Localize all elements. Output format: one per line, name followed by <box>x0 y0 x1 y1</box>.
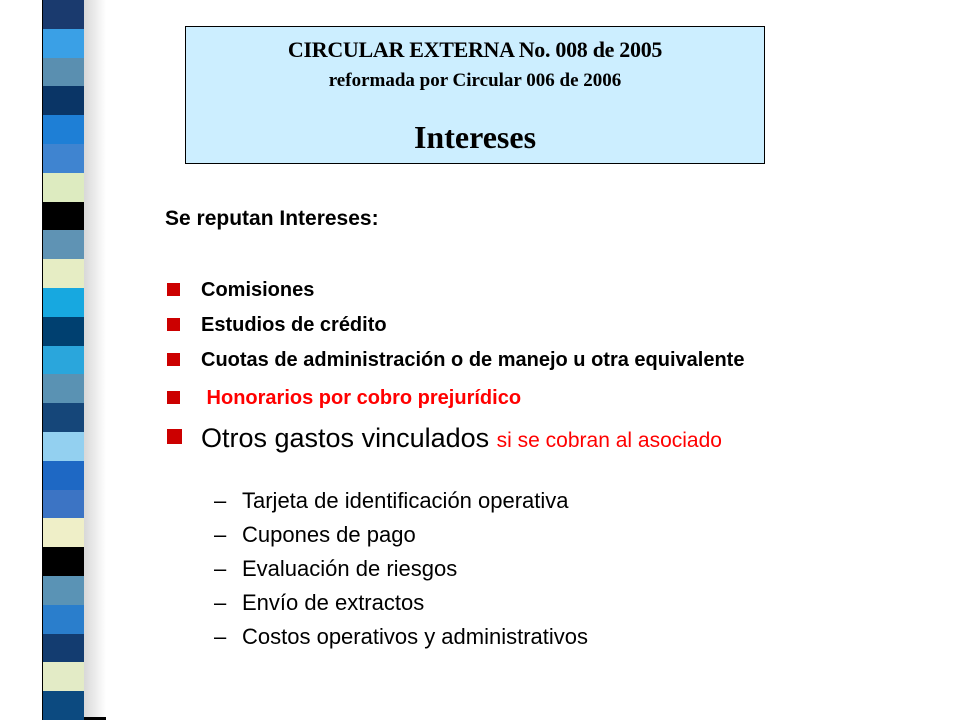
decorative-stripe <box>43 288 85 317</box>
square-bullet-icon <box>167 391 180 404</box>
sub-bullet-text: Costos operativos y administrativos <box>242 624 589 649</box>
decorative-stripe <box>43 374 85 403</box>
bullet-comisiones <box>165 278 895 302</box>
dash-marker: – <box>214 624 227 649</box>
decorative-stripe-bar <box>42 0 86 720</box>
square-bullet-icon <box>167 429 182 444</box>
decorative-stripe <box>43 29 85 58</box>
decorative-stripe <box>43 691 85 720</box>
decorative-stripe <box>43 259 85 288</box>
sub-bullet-item <box>214 590 588 616</box>
bullet-text: Comisiones <box>201 279 315 301</box>
sub-bullet-list <box>214 488 588 658</box>
sub-bullet-item <box>214 488 588 514</box>
intro-text: Se reputan Intereses: <box>165 207 379 230</box>
bullet-otros-gastos <box>165 423 895 456</box>
bullet-text: Cuotas de administración o de manejo u otra equivalente <box>201 349 745 371</box>
bullet-honorarios <box>165 386 895 410</box>
sub-bullet-text: Cupones de pago <box>242 522 416 547</box>
dash-marker: – <box>214 522 227 547</box>
decorative-stripe <box>43 662 85 691</box>
decorative-stripe <box>43 490 85 519</box>
bullet-cuotas-administracion <box>165 348 895 372</box>
decorative-stripe <box>43 576 85 605</box>
dash-marker: – <box>214 590 227 615</box>
decorative-stripe <box>43 346 85 375</box>
sub-bullet-text: Evaluación de riesgos <box>242 556 458 581</box>
bullet-text: Otros gastos vinculados <box>201 423 490 453</box>
decorative-stripe <box>43 58 85 87</box>
title-circular: CIRCULAR EXTERNA No. 008 de 2005 <box>287 37 663 62</box>
decorative-stripe <box>43 173 85 202</box>
bullet-condition-note: si se cobran al asociado <box>496 429 722 452</box>
bullet-text: Estudios de crédito <box>201 314 387 336</box>
title-box <box>185 26 765 164</box>
decorative-stripe <box>43 317 85 346</box>
decorative-stripe <box>43 605 85 634</box>
decorative-stripe <box>43 86 85 115</box>
decorative-stripe <box>43 634 85 663</box>
sub-bullet-text: Envío de extractos <box>242 590 425 615</box>
decorative-stripe <box>43 115 85 144</box>
decorative-stripe <box>43 403 85 432</box>
decorative-stripe <box>43 230 85 259</box>
dash-marker: – <box>214 556 227 581</box>
decorative-stripe <box>43 144 85 173</box>
sub-bullet-text: Tarjeta de identificación operativa <box>242 488 569 513</box>
bullet-estudios-credito <box>165 313 895 337</box>
decorative-stripe <box>43 432 85 461</box>
sub-bullet-item <box>214 556 588 582</box>
decorative-stripe <box>43 202 85 231</box>
decorative-stripe <box>43 518 85 547</box>
page-title: Intereses <box>413 119 537 155</box>
decorative-stripe <box>43 0 85 29</box>
sub-bullet-item <box>214 522 588 548</box>
square-bullet-icon <box>167 353 180 366</box>
title-reform-note: reformada por Circular 006 de 2006 <box>328 70 622 91</box>
bullet-list <box>165 278 895 456</box>
dash-marker: – <box>214 488 227 513</box>
stripe-bar-shadow <box>84 0 106 720</box>
square-bullet-icon <box>167 318 180 331</box>
decorative-stripe <box>43 547 85 576</box>
square-bullet-icon <box>167 283 180 296</box>
sub-bullet-item <box>214 624 588 650</box>
bullet-text: Honorarios por cobro prejurídico <box>201 387 522 409</box>
decorative-stripe <box>43 461 85 490</box>
